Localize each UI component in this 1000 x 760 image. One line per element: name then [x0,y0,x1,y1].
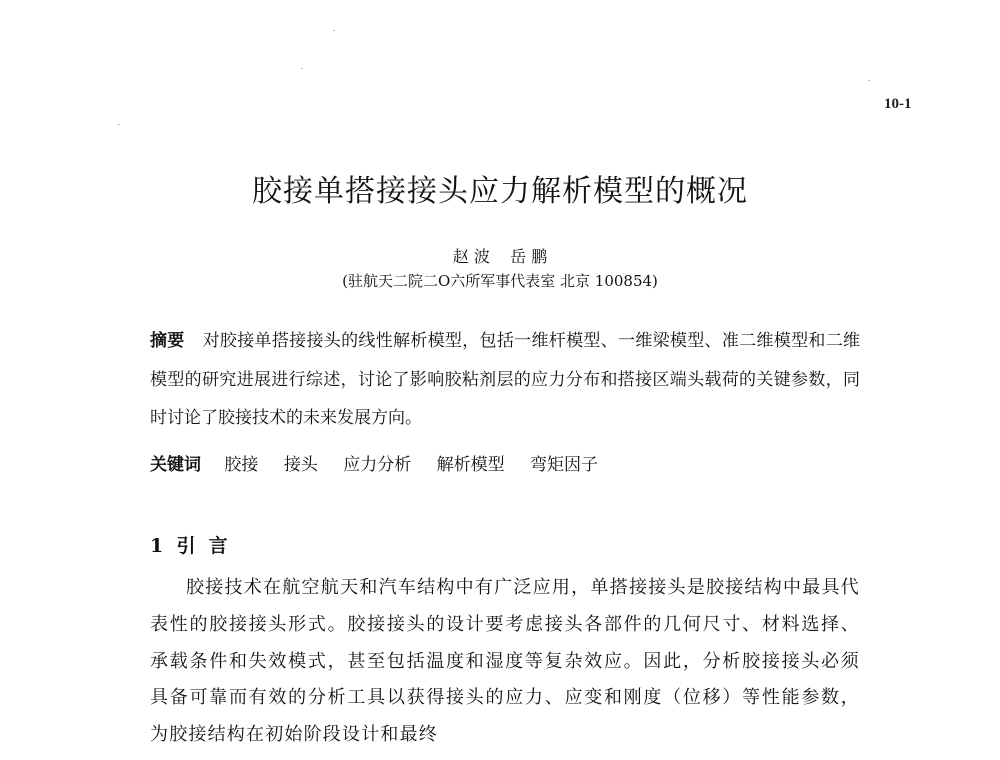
keyword: 接头 [283,455,318,475]
scan-speck [333,30,335,31]
body-paragraph: 胶接技术在航空航天和汽车结构中有广泛应用，单搭接接头是胶接结构中最具代表性的胶接接头形式。胶接接头的设计要考虑接头各部件的几何尺寸、材料选择、承载条件和失效模式，甚至包括温度和湿度等复杂效应。因此，分析胶接接头必须具备可靠而有效的分析工具以获得接头的应力、应变和刚度（位移）等性能参数，为胶接结构在初始阶段设计和最终 [150,577,860,746]
keywords-label: 关键词 [150,455,201,475]
paper-affiliation: (驻航天二院二O六所军事代表室 北京 100854) [342,272,658,290]
paper-authors: 赵 波 岳 鹏 [452,247,548,266]
scan-speck [301,68,303,69]
abstract-text: 对胶接单搭接接头的线性解析模型，包括一维杆模型、一维梁模型、准二维模型和二维模型的研究进展进行综述，讨论了影响胶粘剂层的应力分布和搭接区端头载荷的关键参数，同时讨论了胶接技术的未来发展方向。 [150,331,861,428]
keyword: 弯矩因子 [530,455,599,475]
abstract [150,322,860,438]
keyword: 应力分析 [343,455,412,475]
scan-speck [868,80,870,81]
abstract-label: 摘要 [150,331,185,351]
scan-speck [118,124,120,125]
keyword: 胶接 [224,455,259,475]
page-number: 10-1 [884,96,912,112]
section-heading: 1 引 言 [150,535,228,557]
keywords [150,450,860,480]
keyword: 解析模型 [436,455,505,475]
paper-title: 胶接单搭接接头应力解析模型的概况 [252,174,748,209]
